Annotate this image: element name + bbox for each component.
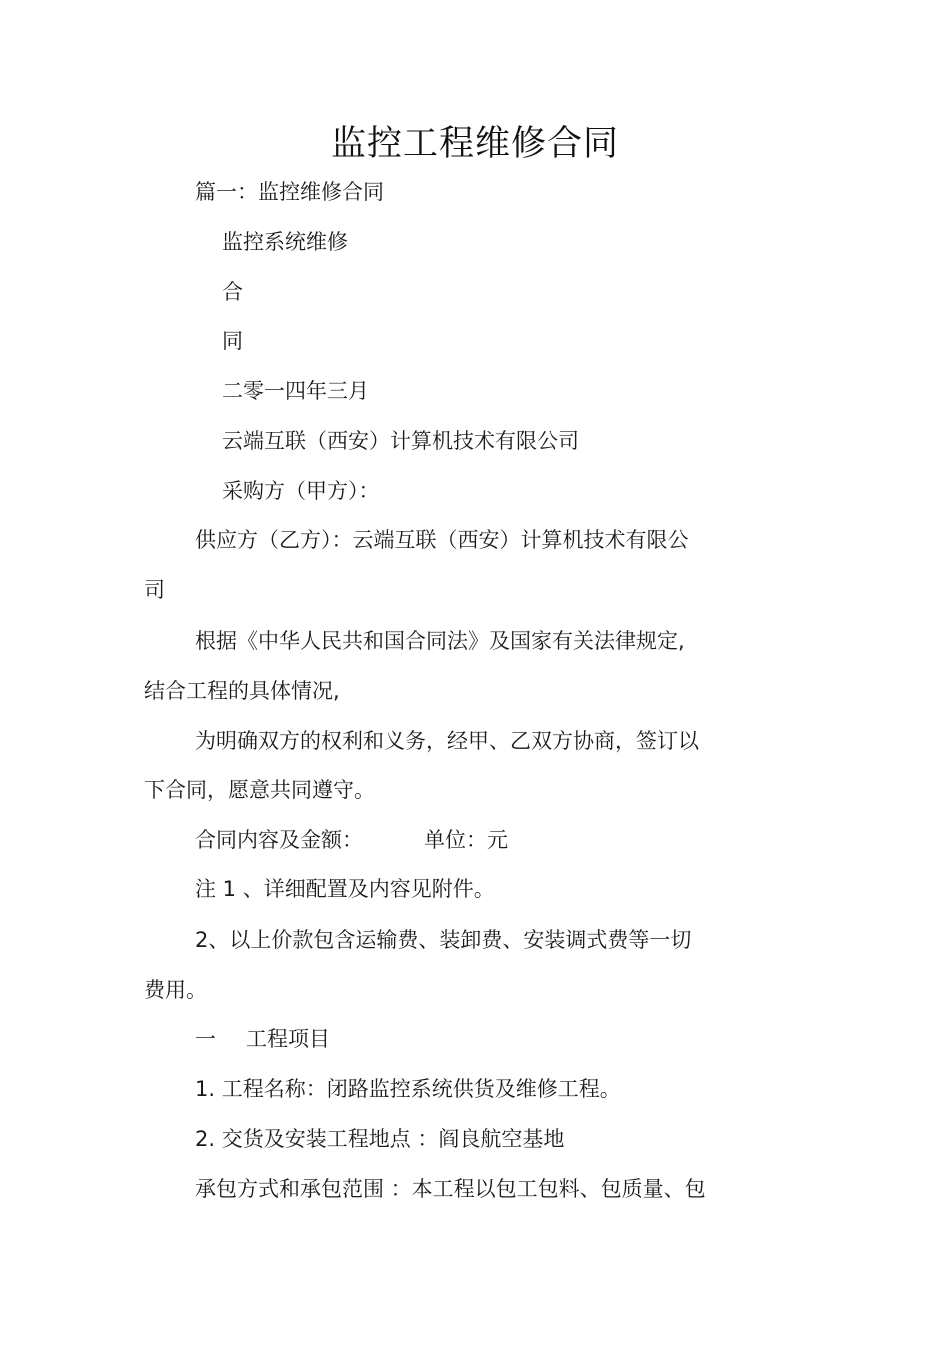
cover-line: 同 (222, 329, 243, 353)
section-number: 一 (195, 1027, 216, 1051)
paragraph-line: 下合同，愿意共同遵守。 (144, 778, 375, 802)
buyer-line: 采购方（甲方）： (222, 479, 380, 503)
document-title: 监控工程维修合同 (330, 124, 619, 164)
cover-line: 监控系统维修 (222, 230, 348, 254)
note-line-cont: 费用。 (144, 978, 207, 1002)
item-line: 承包方式和承包范围 ：本工程以包工包料、包质量、包 (195, 1177, 706, 1201)
cover-line: 合 (222, 280, 243, 304)
section-heading: 篇一：监控维修合同 (195, 180, 384, 204)
supplier-line: 供应方（乙方）：云端互联（西安）计算机技术有限公 (195, 528, 689, 552)
supplier-line-cont: 司 (144, 578, 165, 602)
note-line: 2、以上价款包含运输费、装卸费、安装调式费等一切 (195, 928, 692, 952)
item-line: 1. 工程名称：闭路监控系统供货及维修工程。 (195, 1077, 621, 1101)
section-title: 工程项目 (246, 1027, 330, 1051)
note-line: 注 1 、详细配置及内容见附件。 (195, 877, 495, 901)
cover-date: 二零一四年三月 (222, 379, 369, 403)
unit-label: 单位：元 (424, 828, 508, 852)
paragraph-line: 根据《中华人民共和国合同法》及国家有关法律规定, (195, 629, 685, 653)
paragraph-line: 为明确双方的权利和义务，经甲、乙双方协商，签订以 (195, 729, 699, 753)
contract-amount-label: 合同内容及金额： (195, 828, 363, 852)
cover-company: 云端互联（西安）计算机技术有限公司 (222, 429, 579, 453)
item-line: 2. 交货及安装工程地点 ：阎良航空基地 (195, 1127, 565, 1151)
paragraph-line: 结合工程的具体情况, (144, 679, 340, 703)
